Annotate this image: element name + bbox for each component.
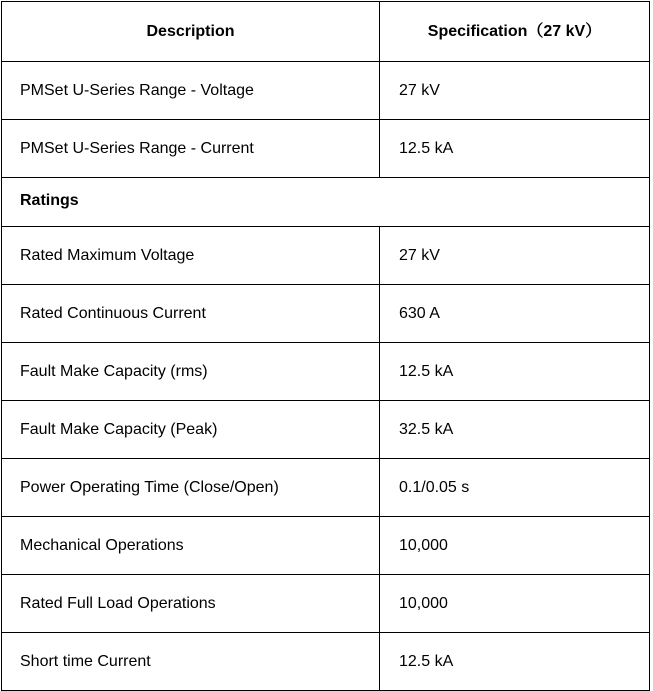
specification-table <box>1 1 650 691</box>
header-description: Description <box>2 2 380 62</box>
table-row <box>2 459 650 517</box>
row-description: Fault Make Capacity (Peak) <box>2 401 380 459</box>
row-description: PMSet U-Series Range - Current <box>2 120 380 178</box>
row-value: 32.5 kA <box>380 401 650 459</box>
row-value: 0.1/0.05 s <box>380 459 650 517</box>
table-header-row <box>2 2 650 62</box>
section-title: Ratings <box>2 178 650 227</box>
row-description: Fault Make Capacity (rms) <box>2 343 380 401</box>
table-row <box>2 343 650 401</box>
section-row-ratings <box>2 178 650 227</box>
row-value: 10,000 <box>380 575 650 633</box>
row-description: Rated Maximum Voltage <box>2 227 380 285</box>
row-value: 27 kV <box>380 227 650 285</box>
row-value: 10,000 <box>380 517 650 575</box>
header-specification: Specification（27 kV） <box>380 2 650 62</box>
row-description: Mechanical Operations <box>2 517 380 575</box>
row-value: 12.5 kA <box>380 343 650 401</box>
row-description: PMSet U-Series Range - Voltage <box>2 62 380 120</box>
table-row <box>2 517 650 575</box>
table-row <box>2 575 650 633</box>
row-value: 12.5 kA <box>380 633 650 691</box>
row-value: 12.5 kA <box>380 120 650 178</box>
table-row <box>2 62 650 120</box>
row-value: 27 kV <box>380 62 650 120</box>
row-description: Short time Current <box>2 633 380 691</box>
row-description: Rated Continuous Current <box>2 285 380 343</box>
row-value: 630 A <box>380 285 650 343</box>
table-row <box>2 227 650 285</box>
row-description: Power Operating Time (Close/Open) <box>2 459 380 517</box>
table-row <box>2 401 650 459</box>
table-row <box>2 633 650 691</box>
table-row <box>2 285 650 343</box>
table-row <box>2 120 650 178</box>
row-description: Rated Full Load Operations <box>2 575 380 633</box>
